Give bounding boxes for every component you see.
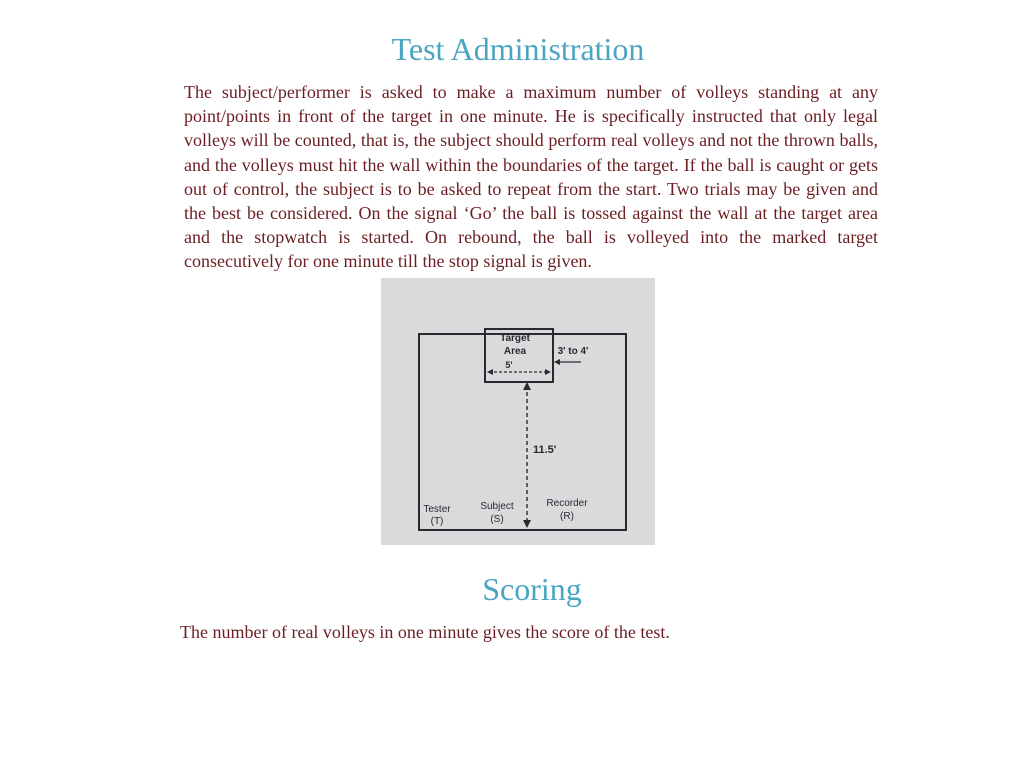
arrowhead-right [545,369,551,375]
tester-label: Tester [423,504,451,515]
target-width-label: 5' [505,360,513,370]
target-label-line2: Area [503,346,527,357]
target-height-label: 3' to 4' [557,346,589,357]
arrowhead-up [523,382,531,390]
court-diagram-svg [381,278,655,545]
recorder-code: (R) [560,511,574,522]
recorder-label: Recorder [546,498,588,509]
distance-label: 11.5' [533,444,557,456]
section-title-test-administration: Test Administration [391,31,645,67]
target-label-line1: Target [500,333,530,344]
arrowhead-down [523,520,531,528]
section-title-scoring: Scoring [482,571,582,607]
court-diagram [381,278,655,545]
arrowhead-height [554,359,560,365]
test-administration-paragraph: The subject/performer is asked to make a maximum number of volleys standing at any point/points in front of the target in one minute. He is specifically instructed that only legal volleys will be counted, that is, the subject should perform real volleys and not the thrown balls, and the volleys must hit the wall within the boundaries of the target. If the ball is caught or gets out of control, the subject is to be asked to repeat from the start. Two trials may be given and the best be considered. On the signal ‘Go’ the ball is tossed against the wall at the target area and the stopwatch is started. On rebound, the ball is volleyed into the marked target consecutively for one minute till the stop signal is given. [184,82,878,272]
scoring-paragraph: The number of real volleys in one minute gives the score of the test. [180,622,670,642]
court-boundary [419,334,626,530]
subject-label: Subject [480,501,514,512]
arrowhead-left [487,369,493,375]
subject-code: (S) [490,514,504,525]
tester-code: (T) [430,516,444,527]
